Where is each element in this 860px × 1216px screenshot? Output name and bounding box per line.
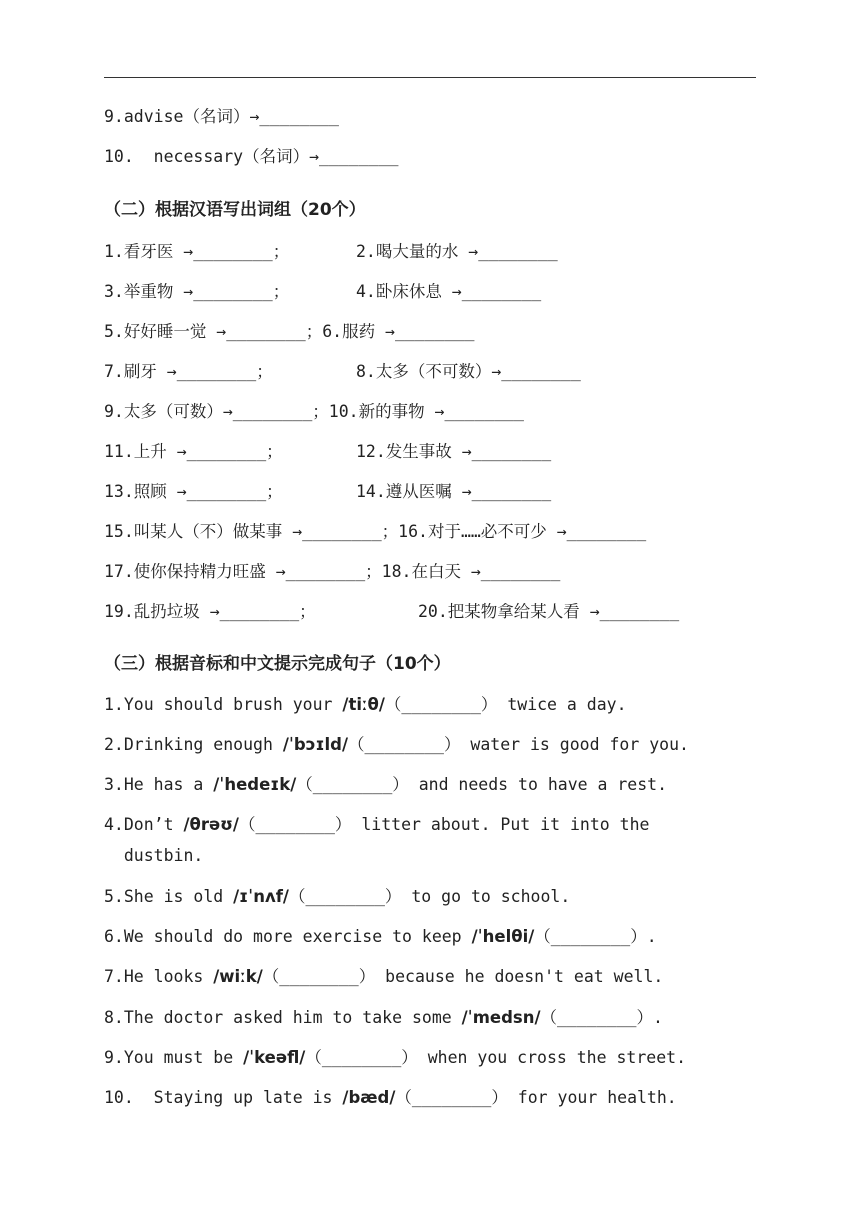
phrase-row-6-right: 12.发生事故 →________: [356, 442, 552, 461]
phonetic: /bæd/: [342, 1088, 396, 1107]
item-10-necessary: 10. necessary（名词）→________: [104, 147, 399, 166]
phonetic: /ɪˈnʌf/: [233, 887, 289, 906]
phonetic: /ˈkeəfl/: [243, 1048, 306, 1067]
phrase-row-3: 5.好好睡一觉 →________；6.服药 →________: [104, 322, 475, 341]
phrase-row-8: 15.叫某人（不）做某事 →________；16.对于……必不可少 →________: [104, 522, 647, 541]
phonetic: /ˈbɔɪld/: [282, 735, 348, 754]
phrase-row-6: 11.上升 →________；: [104, 442, 283, 461]
phrase-row-1: 1.看牙医 →________；: [104, 242, 290, 261]
item-9-advise: 9.advise（名词）→________: [104, 107, 339, 126]
phonetic: /ˈmedsn/: [461, 1008, 541, 1027]
sentence-line-5: dustbin.: [104, 846, 204, 865]
sentence-line-7: 6.We should do more exercise to keep /ˈhelθi/（________）.: [104, 927, 657, 946]
phonetic: /wiːk/: [213, 967, 263, 986]
sentence-line-4: 4.Don’t /θrəʊ/（________） litter about. Put it into the: [104, 815, 650, 834]
sentence-line-11: 10. Staying up late is /bæd/（________） for your health.: [104, 1088, 677, 1107]
phrase-row-7-right: 14.遵从医嘱 →________: [356, 482, 552, 501]
sentence-line-1: 1.You should brush your /tiːθ/（________） twice a day.: [104, 695, 627, 714]
phonetic: /ˈhedeɪk/: [213, 775, 297, 794]
phrase-row-10: 19.乱扔垃圾 →________；: [104, 602, 316, 621]
sentence-line-9: 8.The doctor asked him to take some /ˈmedsn/（________）.: [104, 1008, 663, 1027]
phrase-row-2: 3.举重物 →________；: [104, 282, 290, 301]
section-3-title: （三）根据音标和中文提示完成句子（10个）: [104, 654, 451, 674]
phrase-row-9: 17.使你保持精力旺盛 →________；18.在白天 →________: [104, 562, 561, 581]
sentence-line-8: 7.He looks /wiːk/（________） because he doesn't eat well.: [104, 967, 664, 986]
phrase-row-2-right: 4.卧床休息 →________: [356, 282, 542, 301]
phrase-row-5: 9.太多（可数）→________；10.新的事物 →________: [104, 402, 524, 421]
sentence-line-10: 9.You must be /ˈkeəfl/（________） when you cross the street.: [104, 1048, 687, 1067]
section-2-title: （二）根据汉语写出词组（20个）: [104, 200, 366, 220]
phrase-row-10-right: 20.把某物拿给某人看 →________: [418, 602, 680, 621]
phrase-row-4: 7.刷牙 →________；: [104, 362, 273, 381]
sentence-line-6: 5.She is old /ɪˈnʌf/（________） to go to school.: [104, 887, 571, 906]
phrase-row-4-right: 8.太多（不可数）→________: [356, 362, 581, 381]
phonetic: /ˈhelθi/: [471, 927, 535, 946]
phrase-row-1-right: 2.喝大量的水 →________: [356, 242, 558, 261]
sentence-line-2: 2.Drinking enough /ˈbɔɪld/（________） water is good for you.: [104, 735, 689, 754]
phonetic: /tiːθ/: [342, 695, 385, 714]
header-rule: [104, 77, 756, 78]
phrase-row-7: 13.照顾 →________；: [104, 482, 283, 501]
sentence-line-3: 3.He has a /ˈhedeɪk/（________） and needs to have a rest.: [104, 775, 668, 794]
phonetic: /θrəʊ/: [183, 815, 239, 834]
